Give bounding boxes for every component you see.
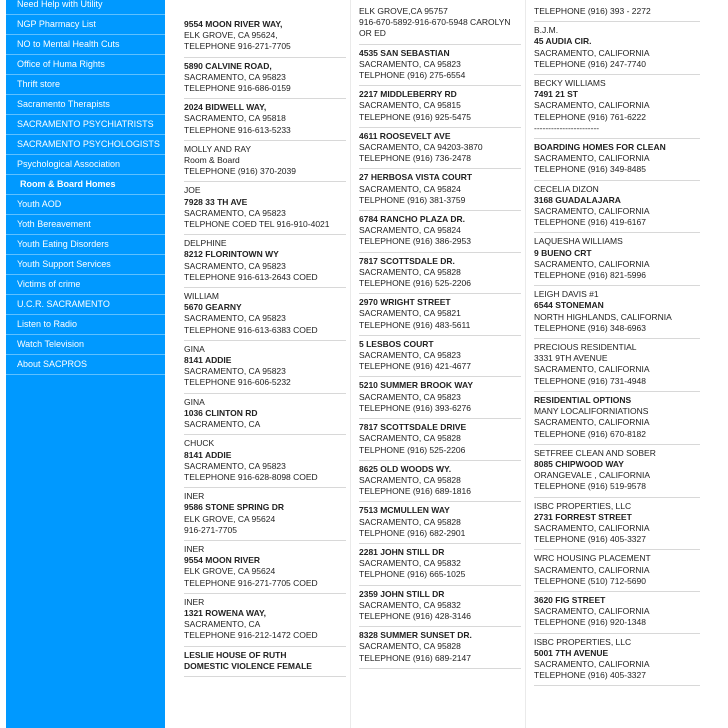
listing-entry [534,498,700,551]
listing-text: TELEPHONE (916) 761-6222 [534,111,646,122]
listing-address: 9554 MOON RIVER [184,555,261,566]
listing-text: SACRAMENTO, CA 95828 [359,266,461,277]
listing-text: SACRAMENTO, CA 95823 [184,207,286,218]
sidebar-item[interactable]: Youth Support Services [6,255,165,275]
listing-text: TELEPHONE (916) 670-8182 [534,428,646,439]
listing-text: SACRAMENTO, CA 95823 [359,350,461,361]
listing-entry [534,181,700,234]
listing-address: 27 HERBOSA VISTA COURT [359,172,473,183]
listing-text: TELEPHONE (916) 349-8485 [534,164,646,175]
listing-address: 5210 SUMMER BROOK WAY [359,380,473,391]
listing-text: SACRAMENTO, CA 95823 [184,71,286,82]
listing-text: SACRAMENTO, CA 94203-3870 [359,142,483,153]
listing-entry [534,286,700,339]
listing-entry [184,594,346,647]
listing-address: 3620 FIG STREET [534,594,606,605]
listing-text: CECELIA DIZON [534,183,599,194]
listing-address: 5670 GEARNY [184,302,242,313]
listing-entry [534,139,700,181]
listing-address: 6544 STONEMAN [534,300,604,311]
sidebar-item[interactable]: Youth AOD [6,195,165,215]
listing-text: TELPHONE (916) 665-1025 [359,569,466,580]
listing-text: SACRAMENTO, CALIFORNIA [534,258,650,269]
listing-text: LEIGH DAVIS #1 [534,289,599,300]
listing-text: SACRAMENTO, CA 95828 [359,433,461,444]
sidebar-item[interactable]: Need Help with Utility [6,0,165,15]
listing-text: SACRAMENTO, CALIFORNIA [534,606,650,617]
listing-text: ----------------------- [534,122,600,133]
listing-text: SETFREE CLEAN AND SOBER [534,447,656,458]
listing-text: TELEPHONE 916-271-7705 COED [184,577,318,588]
sidebar-item[interactable]: U.C.R. SACRAMENTO [6,295,165,315]
listing-address: 7817 SCOTTSDALE DR. [359,255,455,266]
listing-address: 9586 STONE SPRING DR [184,502,284,513]
listing-text: NORTH HIGHLANDS, CALIFORNIA [534,311,672,322]
listing-text: WILLIAM [184,291,219,302]
listing-text: TELEPHONE (510) 712-5690 [534,575,646,586]
sidebar-item[interactable]: Office of Huma Rights [6,55,165,75]
listing-text: GINA [184,343,205,354]
listing-text: LAQUESHA WILLIAMS [534,236,623,247]
listing-entry [359,419,521,461]
listing-address: 5 LESBOS COURT [359,338,434,349]
listing-text: TELEPHONE 916-271-7705 [184,41,291,52]
listing-entry [534,75,700,139]
listing-text: SACRAMENTO, CALIFORNIA [534,658,650,669]
listing-text: TELEPHONE 916-613-2643 COED [184,271,318,282]
listing-text: TELEPHONE (916) 393-6276 [359,402,471,413]
listing-entry [534,592,700,634]
sidebar-item[interactable]: Watch Television [6,335,165,355]
listing-text: 3331 9TH AVENUE [534,353,608,364]
listing-text: CHUCK [184,438,215,449]
listing-address: 6784 RANCHO PLAZA DR. [359,214,465,225]
sidebar-item[interactable]: Youth Eating Disorders [6,235,165,255]
listing-text: TELEPHONE 916-606-5232 [184,377,291,388]
listing-entry [359,128,521,170]
sidebar-item[interactable]: NO to Mental Health Cuts [6,35,165,55]
listing-text: TELPHONE (916) 525-2206 [359,444,466,455]
listing-entry [184,488,346,541]
listing-text: TELEPHONE (916) 421-4677 [359,361,471,372]
listing-address: 7491 21 ST [534,89,578,100]
listing-text: TELPHONE (916) 275-6554 [359,70,466,81]
listing-address: 8328 SUMMER SUNSET DR. [359,630,472,641]
listing-text: SACRAMENTO, CA 95828 [359,641,461,652]
listing-text: TELEPHONE (916) 525-2206 [359,278,471,289]
listing-entry [359,169,521,211]
listing-text: TELEPHONE (916) 483-5611 [359,319,471,330]
listing-entry [359,544,521,586]
listing-text: ISBC PROPERTIES, LLC [534,636,632,647]
listing-entry [359,586,521,628]
listing-address: RESIDENTIAL OPTIONS [534,394,632,405]
listing-entry [184,394,346,436]
listing-text: ELK GROVE, CA 95624 [184,513,276,524]
listing-entry [359,336,521,378]
listing-entry [184,182,346,235]
sidebar-item[interactable]: Room & Board Homes [6,175,165,195]
listing-entry [359,86,521,128]
listing-text: TELEPHONE 916-628-8098 COED [184,471,318,482]
listing-text: SACRAMENTO, CALIFORNIA [534,564,650,575]
listing-text: TELEPHONE (916) 370-2039 [184,166,296,177]
listing-address: 9 BUENO CRT [534,247,592,258]
listing-text: SACRAMENTO, CA 95823 [184,460,286,471]
listing-text: PRECIOUS RESIDENTIAL [534,342,637,353]
listing-text: MANY LOCALIFORNIATIONS [534,406,649,417]
listing-text: GINA [184,396,205,407]
listing-text: SACRAMENTO, CA 95823 [359,58,461,69]
listing-entry [534,634,700,687]
listing-entry [184,141,346,183]
listing-entry [184,541,346,594]
listing-entry [184,341,346,394]
listing-text: ELK GROVE,CA 95757 [359,6,448,16]
listing-text: TELEPHONE (916) 405-3327 [534,670,646,681]
listing-text: INER [184,543,205,554]
listing-address: 9554 MOON RIVER WAY, [184,19,283,29]
listing-text: ORANGEVALE , CALIFORNIA [534,470,651,481]
listing-text: SACRAMENTO, CA 95832 [359,558,461,569]
listing-entry [359,45,521,87]
listing-address: 8141 ADDIE [184,355,232,366]
listing-text: INER [184,596,205,607]
listing-text: INER [184,491,205,502]
listing-address: 45 AUDIA CIR. [534,36,592,47]
listing-entry [359,211,521,253]
listing-address: 7928 33 TH AVE [184,196,248,207]
listing-entry [534,3,700,22]
sidebar-item[interactable]: Thrift store [6,75,165,95]
listing-entry [359,253,521,295]
listing-text: SACRAMENTO, CA 95823 [359,391,461,402]
listing-address: 2970 WRIGHT STREET [359,297,451,308]
listing-text: TELEPHONE (916) 405-3327 [534,534,646,545]
listing-text: SACRAMENTO, CA 95824 [359,183,461,194]
listing-text: SACRAMENTO, CALIFORNIA [534,364,650,375]
sidebar-item[interactable]: Listen to Radio [6,315,165,335]
sidebar-item[interactable]: Yoth Bereavement [6,215,165,235]
listing-text: TELEPHONE (916) 247-7740 [534,58,646,69]
listing-text: ISBC PROPERTIES, LLC [534,500,632,511]
listing-address: 4535 SAN SEBASTIAN [359,47,450,58]
listing-text: TELEPHONE 916-613-5233 [184,124,291,135]
listing-entry [534,445,700,498]
listing-address: 5890 CALVINE ROAD, [184,60,272,71]
listing-text: OR ED [359,28,386,39]
listing-text: BECKY WILLIAMS [534,78,606,89]
listing-text: SACRAMENTO, CA 95815 [359,100,461,111]
listing-text: JOE [184,185,201,196]
listing-address: 7817 SCOTTSDALE DRIVE [359,422,467,433]
listing-address: 2731 FORREST STREET [534,511,632,522]
listing-text: TELEPHONE (916) 386-2953 [359,236,471,247]
listing-address: 5001 7TH AVENUE [534,647,609,658]
listing-entry [184,235,346,288]
listing-text: 916-670-5892-916-670-5948 CAROLYN [359,17,511,28]
listing-entry [184,288,346,341]
listing-entry [184,99,346,141]
listing-address: BOARDING HOMES FOR CLEAN [534,142,666,153]
listing-text: TELEPHONE (916) 428-3146 [359,610,471,621]
listing-text: TELEPHONE (916) 736-2478 [359,153,471,164]
sidebar-item[interactable]: About SACPROS [6,355,165,375]
listing-text: WRC HOUSING PLACEMENT [534,553,651,564]
listing-text: TELEPHONE (916) 821-5996 [534,270,646,281]
listing-text: B.J.M. [534,25,559,36]
listing-text: TELEPHONE (916) 689-1816 [359,486,471,497]
listing-address: 2281 JOHN STILL DR [359,546,445,557]
listing-address: DOMESTIC VIOLENCE FEMALE [184,660,312,671]
sidebar-item[interactable]: Sacramento Therapists [6,95,165,115]
listing-address: 2217 MIDDLEBERRY RD [359,89,457,100]
listing-text: SACRAMENTO, CA 95832 [359,599,461,610]
listing-text: TELPHONE (916) 682-2901 [359,527,466,538]
listing-entry [184,647,346,677]
listing-address: 1036 CLINTON RD [184,407,258,418]
listing-text: SACRAMENTO, CA 95828 [359,516,461,527]
listing-entry [359,461,521,503]
listing-entry [534,233,700,286]
listing-text: Room & Board [184,155,240,166]
listing-text: TELEPHONE 916-686-0159 [184,83,291,94]
listing-address: 8085 CHIPWOOD WAY [534,458,624,469]
listing-text: TELEPHONE (916) 731-4948 [534,375,646,386]
listing-address: 8625 OLD WOODS WY. [359,463,452,474]
listing-text: TELEPHONE (916) 920-1348 [534,617,646,628]
listing-text: TELEPHONE (916) 348-6963 [534,322,646,333]
listing-address: 1321 ROWENA WAY, [184,607,267,618]
listing-column-3 [534,0,700,728]
listing-text: TELEPHONE (916) 519-9578 [534,481,646,492]
listing-entry [184,58,346,100]
listing-entry [359,377,521,419]
column-divider [525,0,526,728]
listing-entry [534,339,700,392]
listing-text: SACRAMENTO, CALIFORNIA [534,100,650,111]
listing-text: TELEPHONE (916) 393 - 2272 [534,6,651,16]
listing-text: SACRAMENTO, CA 95823 [184,366,286,377]
listing-text: SACRAMENTO, CA [184,419,261,430]
listing-text: TELEPHONE (916) 925-5475 [359,111,471,122]
listing-text: SACRAMENTO, CALIFORNIA [534,47,650,58]
sidebar-item[interactable]: Psychological Association [6,155,165,175]
listing-entry [534,22,700,75]
listing-text: TELEPHONE (916) 419-6167 [534,217,646,228]
listing-text: ELK GROVE, CA 95624 [184,566,276,577]
listing-text: SACRAMENTO, CALIFORNIA [534,522,650,533]
listing-text: DELPHINE [184,238,227,249]
listing-text: SACRAMENTO, CA 95821 [359,308,461,319]
listing-address: 7513 MCMULLEN WAY [359,505,450,516]
listing-entry [534,392,700,445]
listing-text: TELPHONE (916) 381-3759 [359,194,466,205]
sidebar-nav [6,0,165,728]
listing-address: 8141 ADDIE [184,449,232,460]
listing-entry [184,435,346,488]
listing-text: SACRAMENTO, CA 95823 [184,313,286,324]
listing-entry [359,627,521,669]
listing-text: SACRAMENTO, CA 95828 [359,474,461,485]
listing-text: SACRAMENTO, CALIFORNIA [534,153,650,164]
listing-column-2 [359,0,521,728]
listing-text: TELEPHONE (916) 689-2147 [359,652,471,663]
listing-address: LESLIE HOUSE OF RUTH [184,649,287,660]
listing-text: 916-271-7705 [184,524,237,535]
listing-text: SACRAMENTO, CA 95818 [184,113,286,124]
listing-text: SACRAMENTO, CA 95824 [359,225,461,236]
listing-text: MOLLY AND RAY [184,143,252,154]
sidebar-item[interactable]: SACRAMENTO PSYCHIATRISTS [6,115,165,135]
listing-address: 2359 JOHN STILL DR [359,588,445,599]
sidebar-nav-list [6,0,165,375]
listing-entry [534,550,700,592]
listing-entry [359,502,521,544]
listing-text: SACRAMENTO, CA 95823 [184,260,286,271]
listing-entry [184,16,346,58]
listing-text: TELEPHONE 916-613-6383 COED [184,324,318,335]
listing-text: SACRAMENTO, CA [184,619,261,630]
listing-text: ELK GROVE, CA 95624, [184,30,278,41]
listing-address: 4611 ROOSEVELT AVE [359,130,451,141]
listing-text: SACRAMENTO, CALIFORNIA [534,417,650,428]
sidebar-item[interactable]: NGP Pharmacy List [6,15,165,35]
sidebar-item[interactable]: SACRAMENTO PSYCHOLOGISTS [6,135,165,155]
listing-address: 3168 GUADALAJARA [534,194,621,205]
listing-entry [359,3,521,45]
listing-text: SACRAMENTO, CALIFORNIA [534,206,650,217]
listing-column-1 [184,0,346,728]
listing-text: TELEPHONE 916-212-1472 COED [184,630,318,641]
sidebar-item[interactable]: Victims of crime [6,275,165,295]
column-divider [350,0,351,728]
listing-address: 2024 BIDWELL WAY, [184,102,267,113]
listing-entry [359,294,521,336]
listing-address: 8212 FLORINTOWN WY [184,249,279,260]
listing-text: TELPHONE COED TEL 916-910-4021 [184,219,330,230]
